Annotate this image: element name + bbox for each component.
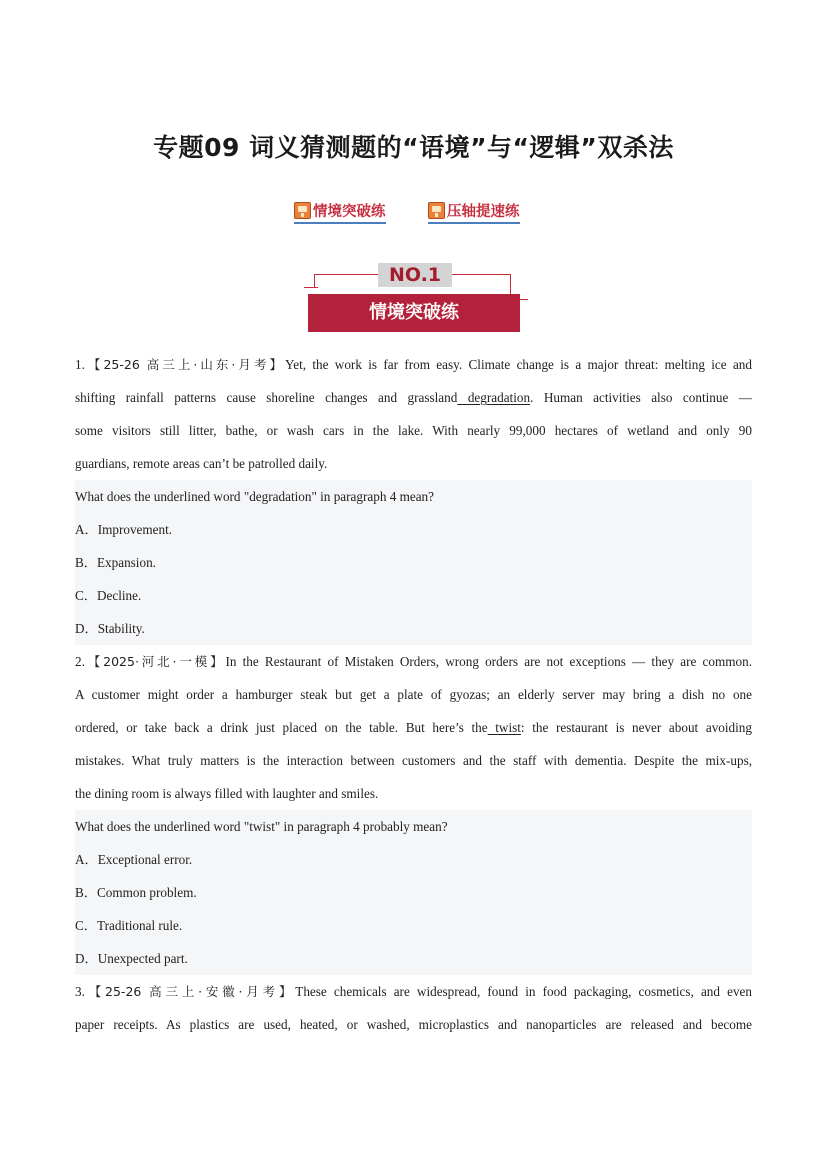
answer-option[interactable]: D．Stability. xyxy=(75,612,752,645)
section-nav xyxy=(294,198,534,224)
question-number: 1. xyxy=(75,357,85,372)
passage-line: some visitors still litter, bathe, or wash cars in the lake. With nearly 99,000 hectares of wetland and only 90 xyxy=(75,423,752,438)
passage-line: ordered, or take back a drink just placed on the table. But here’s the twist: the restaurant is never about avoiding xyxy=(75,720,752,735)
page-title: 专题09 词义猜测题的“语境”与“逻辑”双杀法 xyxy=(153,133,674,162)
passage-line: 2.【2025·河北·一模】In the Restaurant of Mistaken Orders, wrong orders are not exceptions — they are common. xyxy=(75,654,752,669)
question-list xyxy=(75,348,752,1041)
nav-link-speed-practice[interactable] xyxy=(428,198,520,224)
section-label: 情境突破练 xyxy=(308,294,520,332)
nav-link-label: 情境突破练 xyxy=(313,203,386,220)
answer-option[interactable]: A．Improvement. xyxy=(75,513,752,546)
answer-option[interactable]: A．Exceptional error. xyxy=(75,843,752,876)
presentation-board-icon xyxy=(294,202,311,219)
passage-line: mistakes. What truly matters is the interaction between customers and the staff with dementia. Despite the mix-ups, xyxy=(75,753,752,768)
question-number: 3. xyxy=(75,984,85,999)
question-prompt: What does the underlined word "twist" in paragraph 4 probably mean? xyxy=(75,810,752,843)
presentation-board-icon xyxy=(428,202,445,219)
answer-option[interactable]: C．Decline. xyxy=(75,579,752,612)
passage-line: A customer might order a hamburger steak but get a plate of gyozas; an elderly server may bring a dish no one xyxy=(75,687,752,702)
badge-frame-line xyxy=(314,274,315,288)
passage-line: the dining room is always filled with laughter and smiles. xyxy=(75,786,379,801)
nav-link-label: 压轴提速练 xyxy=(447,203,520,220)
answer-option[interactable]: B．Expansion. xyxy=(75,546,752,579)
passage-line: paper receipts. As plastics are used, heated, or washed, microplastics and nanoparticles are released and become xyxy=(75,1017,752,1032)
passage-line: 3.【25-26 高三上·安徽·月考】These chemicals are widespread, found in food packaging, cosmetics, and even xyxy=(75,984,752,999)
question-number: 2. xyxy=(75,654,85,669)
question-source: 【25-26 高三上·山东·月考】 xyxy=(84,357,286,372)
passage-line: shifting rainfall patterns cause shoreline changes and grassland degradation. Human activities also continue — xyxy=(75,390,752,405)
underlined-word: degradation xyxy=(457,390,531,405)
underlined-word: twist xyxy=(487,720,521,735)
passage-line: guardians, remote areas can’t be patrolled daily. xyxy=(75,456,328,471)
passage-line: 1.【25-26 高三上·山东·月考】Yet, the work is far from easy. Climate change is a major threat: melting ice and xyxy=(75,357,752,372)
answer-option[interactable]: D．Unexpected part. xyxy=(75,942,752,975)
section-badge xyxy=(300,258,528,334)
question-source: 【2025·河北·一模】 xyxy=(84,654,226,669)
nav-link-scenario-practice[interactable] xyxy=(294,198,386,224)
answer-option[interactable]: B．Common problem. xyxy=(75,876,752,909)
question-source: 【25-26 高三上·安徽·月考】 xyxy=(84,984,296,999)
badge-frame-line xyxy=(510,274,511,294)
question-prompt: What does the underlined word "degradation" in paragraph 4 mean? xyxy=(75,480,752,513)
section-number: NO.1 xyxy=(378,263,452,287)
badge-frame-line xyxy=(304,287,318,288)
answer-option[interactable]: C．Traditional rule. xyxy=(75,909,752,942)
